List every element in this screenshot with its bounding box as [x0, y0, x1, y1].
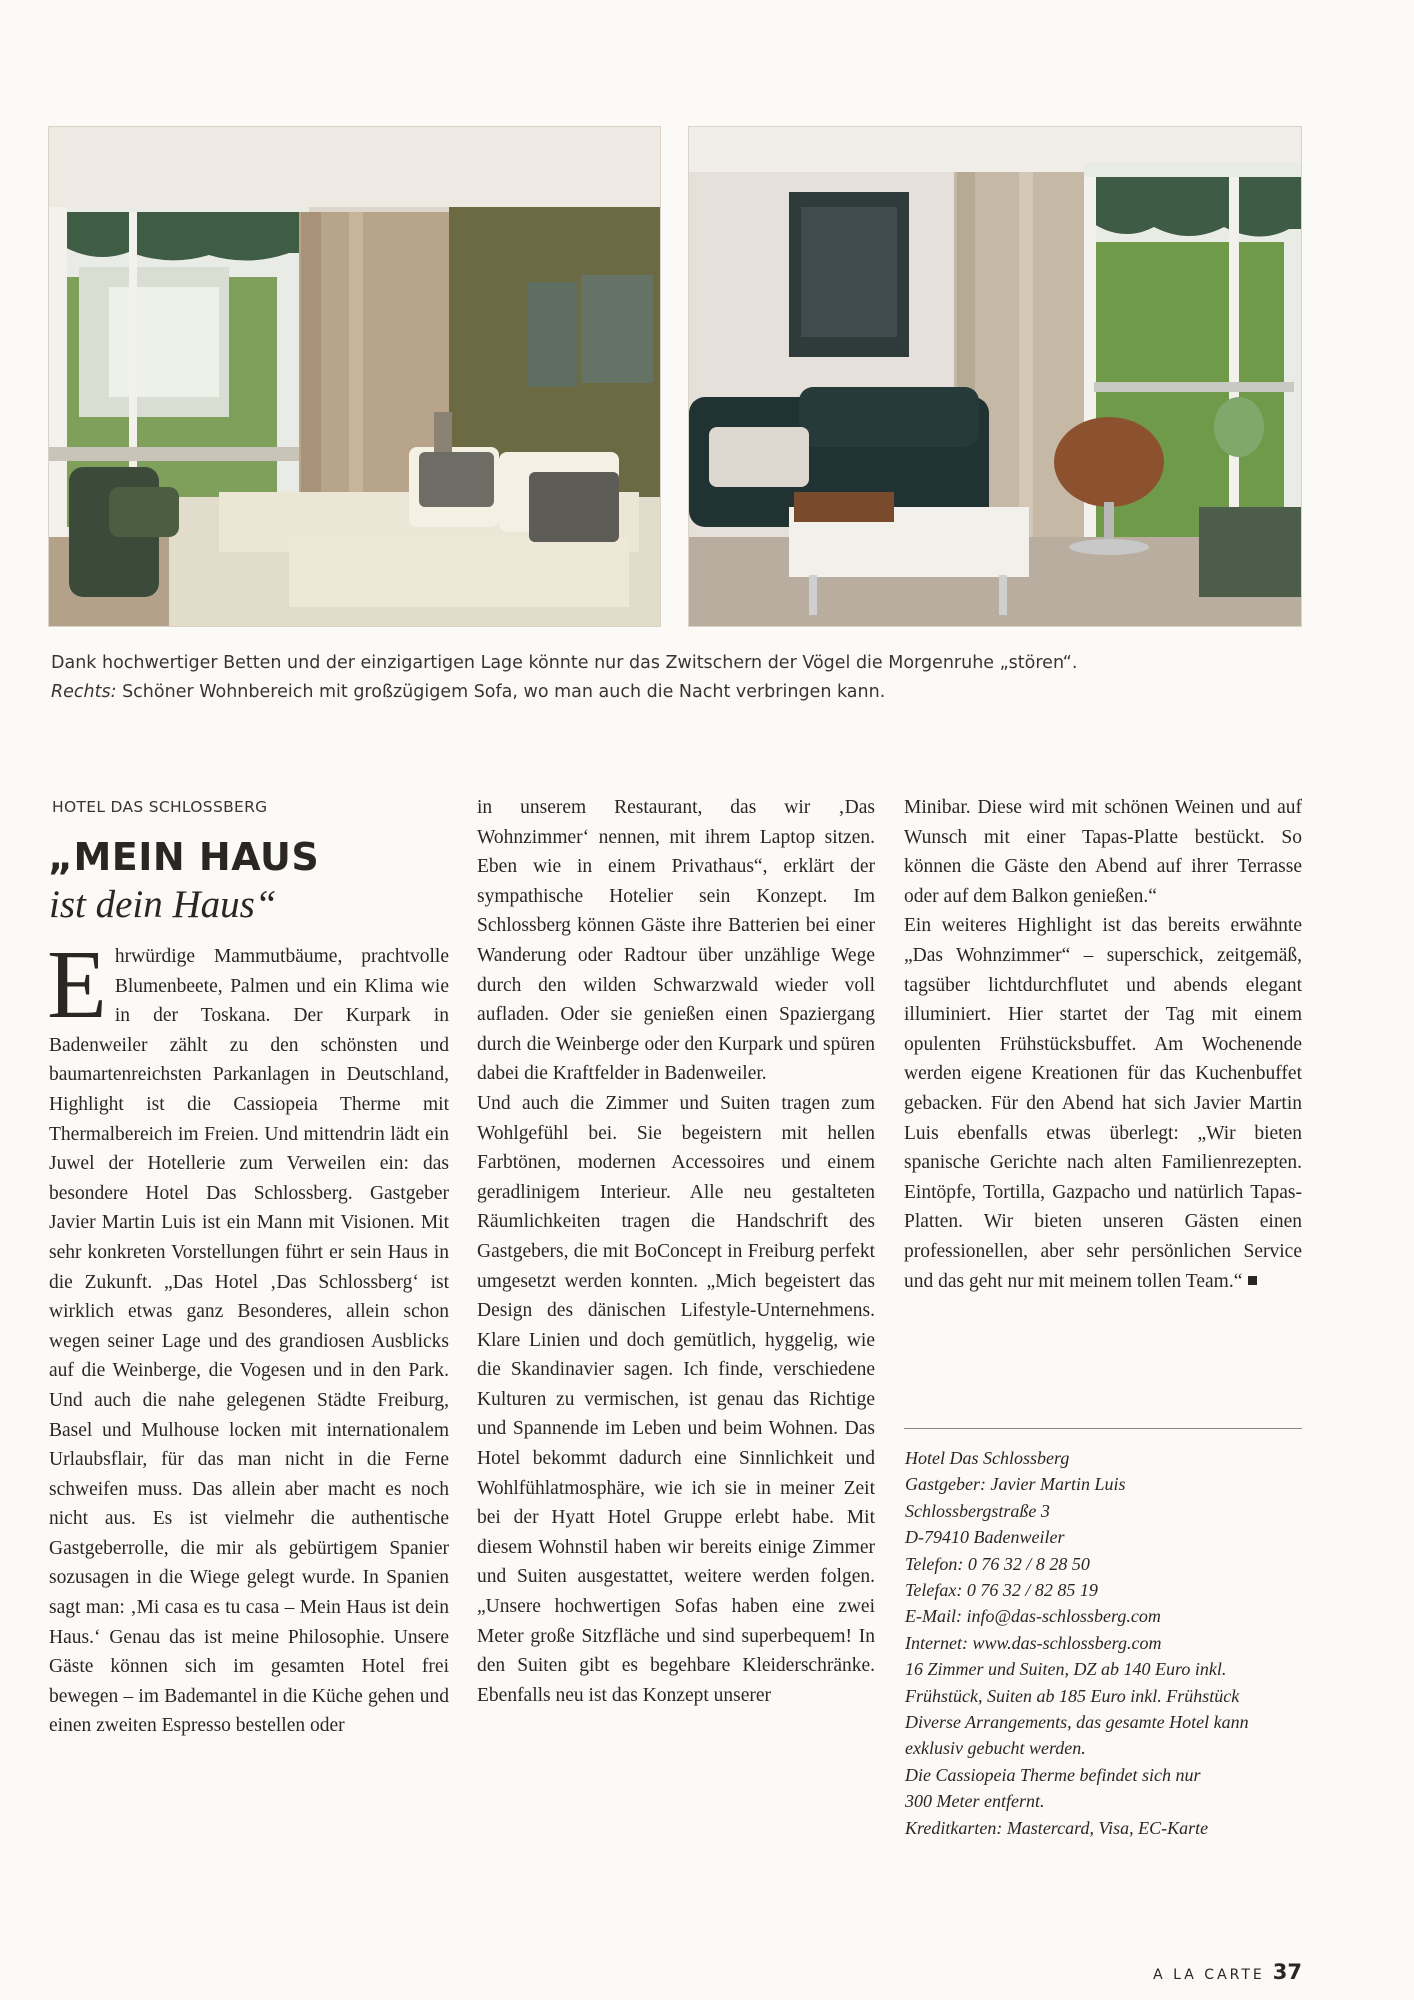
caption-label: Rechts:: [51, 682, 117, 702]
infobox-divider: [904, 1428, 1302, 1429]
column-2-paragraph-2: Und auch die Zimmer und Suiten tragen zum Wohlgefühl bei. Sie begeistern mit hellen Farbtönen, modernen Accessoires und einem geradlinigem Interieur. Alle neu gestalteten Räumlichkeiten tragen die Handschrift des Gastgebers, die mit BoConcept in Freiburg perfekt umgesetzt werden konnten. „Mich begeistert das Design des dänischen Lifestyle-Unternehmens. Klare Linien und doch gemütlich, hyggelig, wie die Skandinavier sagen. Ich finde, verschiedene Kulturen zu vermischen, ist genau das Richtige und Spannende im Leben und beim Wohnen. Das Hotel bekommt dadurch eine Sinnlichkeit und Wohlfühlatmosphäre, wie ich sie in meiner Zeit bei der Hyatt Hotel Gruppe erlebt habe. Mit diesem Wohnstil haben wir bereits einige Zimmer und Suiten ausgestattet, weitere werden folgen. „Unsere hochwertigen Sofas haben eine zwei Meter große Sitzfläche und sind superbequem! In den Suiten gibt es begehbare Kleiderschränke. Ebenfalls neu ist das Konzept unserer: [477, 1092, 875, 1706]
info-arrangements-cont: exklusiv gebucht werden.: [905, 1738, 1086, 1759]
info-rooms: 16 Zimmer und Suiten, DZ ab 140 Euro inkl.: [905, 1659, 1227, 1680]
end-mark-icon: [1248, 1276, 1257, 1285]
living-room-illustration: [689, 127, 1301, 626]
column-1-text: hrwürdige Mammutbäume, prachtvolle Blumenbeete, Palmen und ein Klima wie in der Toskana. Der Kurpark in Badenweiler zählt zu den schönsten und baumartenreichsten Parkanlagen in Deutschland, Highlight ist die Cassiopeia Therme mit Thermalbereich im Freien. Und mittendrin lädt ein Juwel der Hotellerie zum Verweilen ein: das besondere Hotel Das Schlossberg. Gastgeber Javier Martin Luis ist ein Mann mit Visionen. Mit sehr konkreten Vorstellungen führt er sein Haus in die Zukunft. „Das Hotel ‚Das Schlossberg‘ ist wirklich etwas ganz Besonderes, allein schon wegen seiner Lage und des grandiosen Ausblicks auf die Weinberge, die Vogesen und in den Park. Und auch die nahe gelegenen Städte Freiburg, Basel und Mulhouse locken mit internationalem Urlaubsflair, für das man nicht in die Ferne schweifen muss. Das allein aber macht es noch nicht aus. Es ist vielmehr die authentische Gastgeberrolle, die mir als gebürtigem Spanier sozusagen in die Wiege gelegt wurde. In Spanien sagt man: ‚Mi casa es tu casa – Mein Haus ist dein Haus.‘ Genau das ist meine Philosophie. Unsere Gäste können sich im gesamten Hotel frei bewegen – im Bademantel in die Küche gehen und einen zweiten Espresso bestellen oder: [49, 946, 449, 1737]
magazine-name: A LA CARTE: [1153, 1967, 1265, 1983]
article-kicker: HOTEL DAS SCHLOSSBERG: [52, 798, 268, 816]
info-therme: Die Cassiopeia Therme befindet sich nur: [905, 1764, 1201, 1785]
info-therme-cont: 300 Meter entfernt.: [905, 1791, 1045, 1812]
page-number: 37: [1272, 1960, 1302, 1984]
living-room-photo: [689, 127, 1301, 626]
info-credit-cards: Kreditkarten: Mastercard, Visa, EC-Karte: [905, 1817, 1209, 1838]
article-column-1: [47, 931, 449, 1741]
info-street: Schlossbergstraße 3: [905, 1500, 1050, 1521]
bedroom-illustration: [49, 127, 660, 626]
photo-caption: [51, 649, 1301, 707]
article-column-3: [904, 793, 1302, 1296]
info-rooms-cont: Frühstück, Suiten ab 185 Euro inkl. Frühstück: [905, 1685, 1240, 1706]
caption-line-2-text: Schöner Wohnbereich mit großzügigem Sofa, wo man auch die Nacht verbringen kann.: [116, 682, 886, 702]
info-arrangements: Diverse Arrangements, das gesamte Hotel kann: [905, 1712, 1249, 1733]
article-headline: „MEIN HAUS: [48, 835, 320, 879]
hotel-info-box: [905, 1445, 1305, 1841]
column-3-paragraph-2: [904, 911, 1302, 1296]
page-footer: [1153, 1960, 1302, 1984]
info-city: D-79410 Badenweiler: [905, 1527, 1065, 1548]
bedroom-photo: [49, 127, 660, 626]
drop-cap: E: [47, 931, 107, 1039]
article-column-2: [477, 793, 875, 1710]
column-2-paragraph-1: in unserem Restaurant, das wir ‚Das Wohnzimmer‘ nennen, mit ihrem Laptop sitzen. Eben wie in einem Privathaus“, erklärt der sympathische Hotelier sein Konzept. Im Schlossberg können Gäste ihre Batterien bei einer Wanderung oder Radtour über unzählige Wege durch den wilden Schwarzwald wieder voll aufladen. Oder sie genießen einen Spaziergang durch die Weinberge oder den Kurpark und spüren dabei die Kraftfelder in Badenweiler.: [477, 797, 875, 1085]
caption-line-1: Dank hochwertiger Betten und der einzigartigen Lage könnte nur das Zwitschern der Vögel die Morgenruhe „stören“.: [51, 653, 1078, 673]
info-website: Internet: www.das-schlossberg.com: [905, 1632, 1162, 1653]
column-3-paragraph-1: Minibar. Diese wird mit schönen Weinen und auf Wunsch mit einer Tapas-Platte bestückt. So können die Gäste den Abend auf ihrer Terrasse oder auf dem Balkon genießen.“: [904, 797, 1302, 907]
column-3-paragraph-2-text: Ein weiteres Highlight ist das bereits erwähnte „Das Wohnzimmer“ – superschick, zeitgemäß, tagsüber lichtdurchflutet und abends elegant illuminiert. Hier startet der Tag mit einem opulenten Frühstücksbuffet. Am Wochenende werden eigene Kreationen für das Kuchenbuffet gebacken. Für den Abend hat sich Javier Martin Luis ebenfalls etwas überlegt: „Wir bieten spanische Gerichte nach alten Familienrezepten. Eintöpfe, Tortilla, Gazpacho und natürlich Tapas-Platten. Wir bieten unseren Gästen einen professionellen, aber sehr persönlichen Service und das geht nur mit meinem tollen Team.“: [904, 915, 1302, 1292]
info-host: Gastgeber: Javier Martin Luis: [905, 1474, 1126, 1495]
info-fax: Telefax: 0 76 32 / 82 85 19: [905, 1580, 1098, 1601]
caption-line-2: [51, 678, 1301, 707]
info-hotel-name: Hotel Das Schlossberg: [905, 1448, 1070, 1468]
article-subheadline: ist dein Haus“: [49, 883, 277, 926]
info-email: E-Mail: info@das-schlossberg.com: [905, 1606, 1161, 1627]
info-phone: Telefon: 0 76 32 / 8 28 50: [905, 1553, 1090, 1574]
article-paragraph: [47, 931, 449, 1741]
